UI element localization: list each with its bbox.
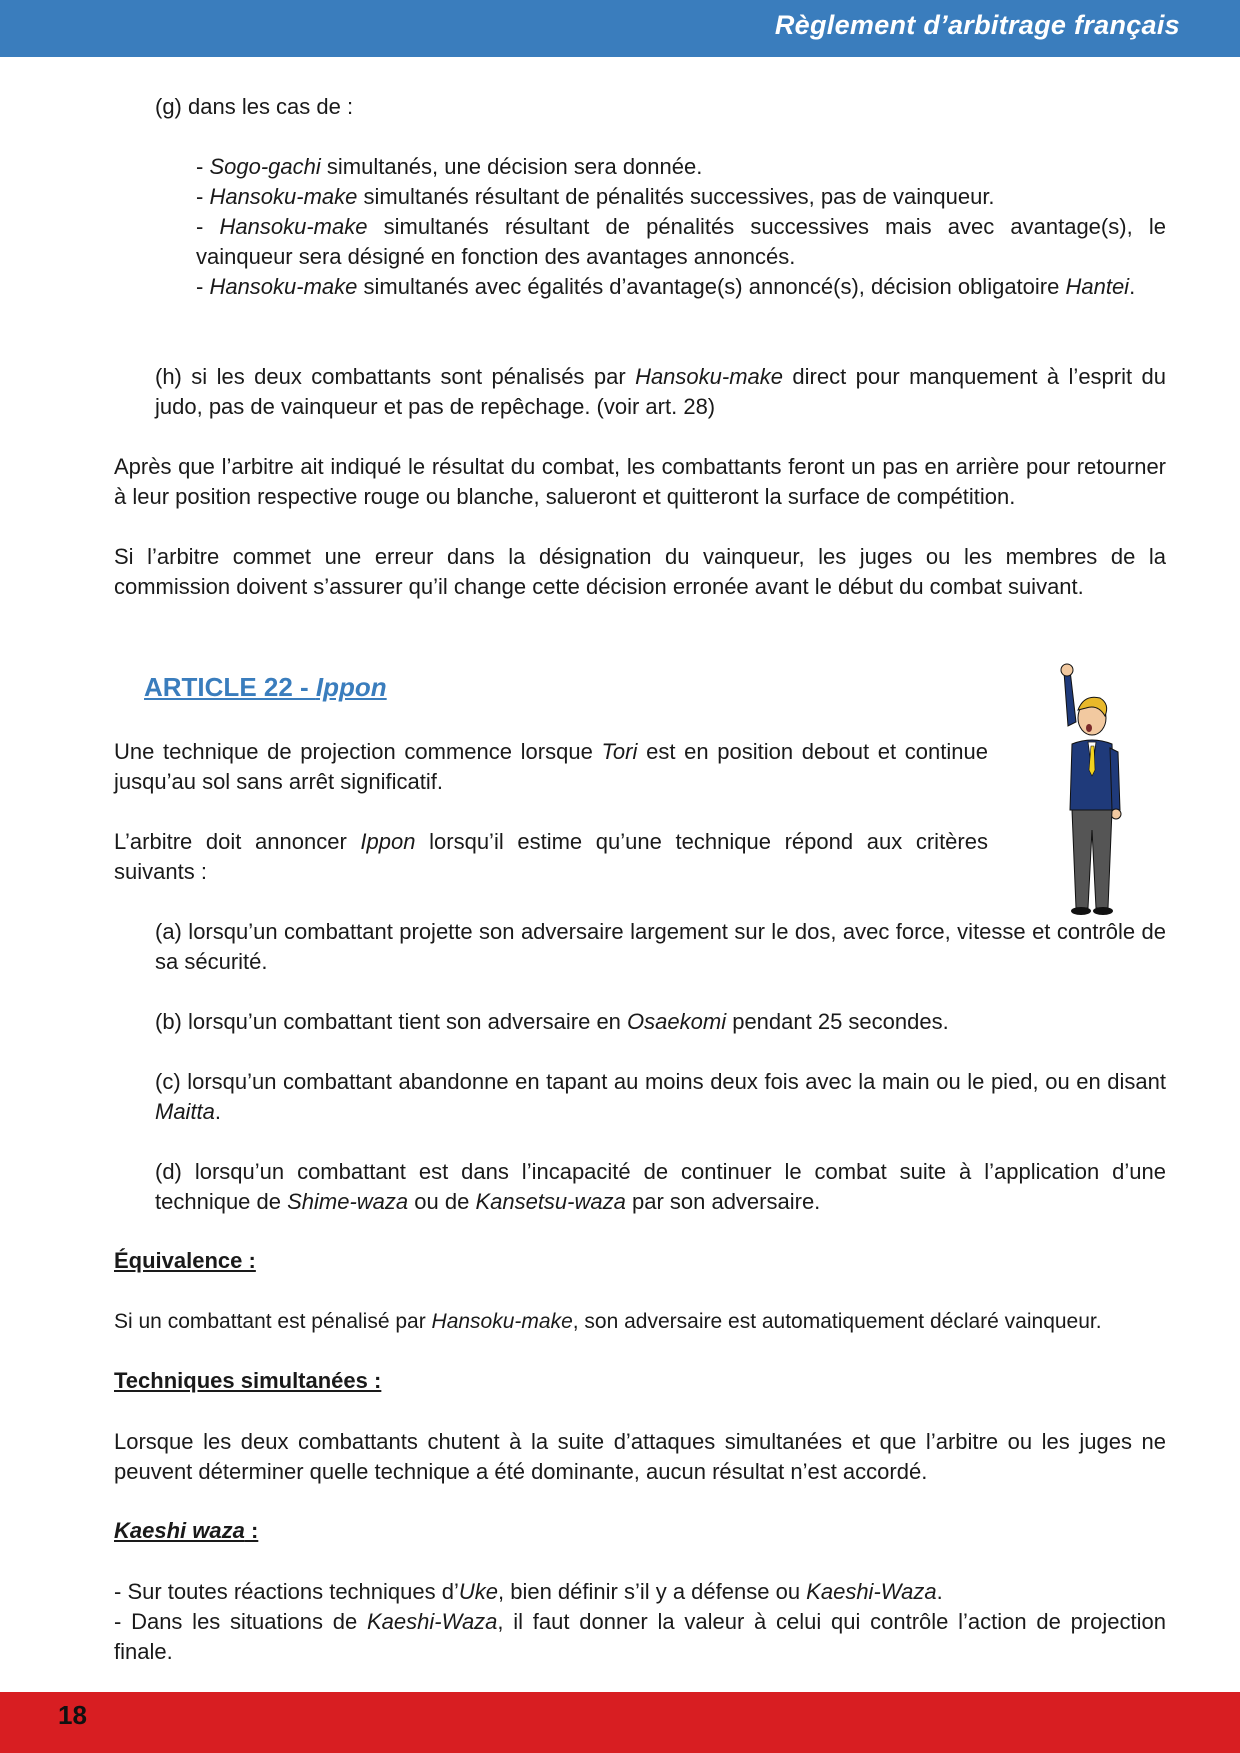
- term: Hansoku-make: [431, 1310, 573, 1333]
- criterion-a: (a) lorsqu’un combattant projette son adversaire largement sur le dos, avec force, vitesse et contrôle de sa sécurité.: [155, 919, 1166, 974]
- term: Hantei: [1065, 274, 1130, 299]
- item-g1: - Sogo-gachi simultanés, une décision sera donnée.: [196, 154, 703, 179]
- equivalence-text: Si un combattant est pénalisé par Hansoku-make, son adversaire est automatiquement déclaré vainqueur.: [114, 1310, 1102, 1333]
- paragraph-error: Si l’arbitre commet une erreur dans la désignation du vainqueur, les juges ou les membres de la commission doivent s’assurer qu’il change cette décision erronée avant le début du combat suivant.: [114, 544, 1166, 599]
- kaeshi-line-2: - Dans les situations de Kaeshi-Waza, il faut donner la valeur à celui qui contrôle l’action de projection finale.: [114, 1609, 1167, 1664]
- page-header-band: [0, 0, 1240, 57]
- item-g4: - Hansoku-make simultanés avec égalités d’avantage(s) annoncé(s), décision obligatoire Hantei.: [196, 274, 1136, 299]
- term: Osaekomi: [627, 1009, 727, 1034]
- term: Hansoku-make: [209, 184, 358, 209]
- term: Hansoku-make: [635, 364, 784, 389]
- term: Kaeshi-Waza: [366, 1609, 498, 1634]
- kaeshi-title: Kaeshi waza :: [114, 1518, 259, 1543]
- term: Ippon: [360, 829, 416, 854]
- term: Tori: [601, 739, 638, 764]
- term: Maitta: [155, 1099, 215, 1124]
- page-number: 18: [58, 1700, 87, 1730]
- term: Hansoku-make: [209, 274, 358, 299]
- term: Kansetsu-waza: [475, 1189, 626, 1214]
- term: Uke: [458, 1579, 498, 1604]
- term: Shime-waza: [287, 1189, 409, 1214]
- criterion-c: (c) lorsqu’un combattant abandonne en tapant au moins deux fois avec la main ou le pied, ou en disant Maitta.: [155, 1069, 1166, 1124]
- simultaneous-title: Techniques simultanées :: [114, 1368, 382, 1393]
- referee-figure-icon: [1050, 660, 1125, 920]
- article-heading: ARTICLE 22 - Ippon: [144, 672, 387, 702]
- kaeshi-line-1: - Sur toutes réactions techniques d’Uke, bien définir s’il y a défense ou Kaeshi-Waza.: [114, 1579, 943, 1604]
- header-title: Règlement d’arbitrage français: [774, 10, 1180, 40]
- article-paragraph-1: Une technique de projection commence lorsque Tori est en position debout et continue jusqu’au sol sans arrêt significatif.: [114, 739, 988, 794]
- term: Hansoku-make: [219, 214, 368, 239]
- criterion-b: (b) lorsqu’un combattant tient son adversaire en Osaekomi pendant 25 secondes.: [155, 1009, 949, 1034]
- item-g2: - Hansoku-make simultanés résultant de pénalités successives, pas de vainqueur.: [196, 184, 995, 209]
- term: Sogo-gachi: [209, 154, 321, 179]
- criterion-d: (d) lorsqu’un combattant est dans l’incapacité de continuer le combat suite à l’application d’une technique de Shime-waza ou de Kansetsu-waza par son adversaire.: [155, 1159, 1166, 1214]
- article-paragraph-2: L’arbitre doit annoncer Ippon lorsqu’il estime qu’une technique répond aux critères suivants :: [114, 829, 988, 884]
- item-g3: - Hansoku-make simultanés résultant de pénalités successives mais avec avantage(s), le vainqueur sera désigné en fonction des avantages annoncés.: [196, 214, 1166, 269]
- simultaneous-text: Lorsque les deux combattants chutent à la suite d’attaques simultanées et que l’arbitre ou les juges ne peuvent déterminer quelle technique a été dominante, aucun résultat n’est accordé.: [114, 1429, 1166, 1484]
- page-footer-band: [0, 1692, 1240, 1753]
- paragraph-after-result: Après que l’arbitre ait indiqué le résultat du combat, les combattants feront un pas en arrière pour retourner à leur position respective rouge ou blanche, salueront et quitteront la surface de compétition.: [114, 454, 1166, 509]
- item-g-lead: (g) dans les cas de :: [155, 94, 354, 119]
- equivalence-title: Équivalence :: [114, 1248, 256, 1273]
- term: Kaeshi-Waza: [806, 1579, 937, 1604]
- item-h: (h) si les deux combattants sont pénalisés par Hansoku-make direct pour manquement à l’esprit du judo, pas de vainqueur et pas de repêchage. (voir art. 28): [155, 364, 1166, 419]
